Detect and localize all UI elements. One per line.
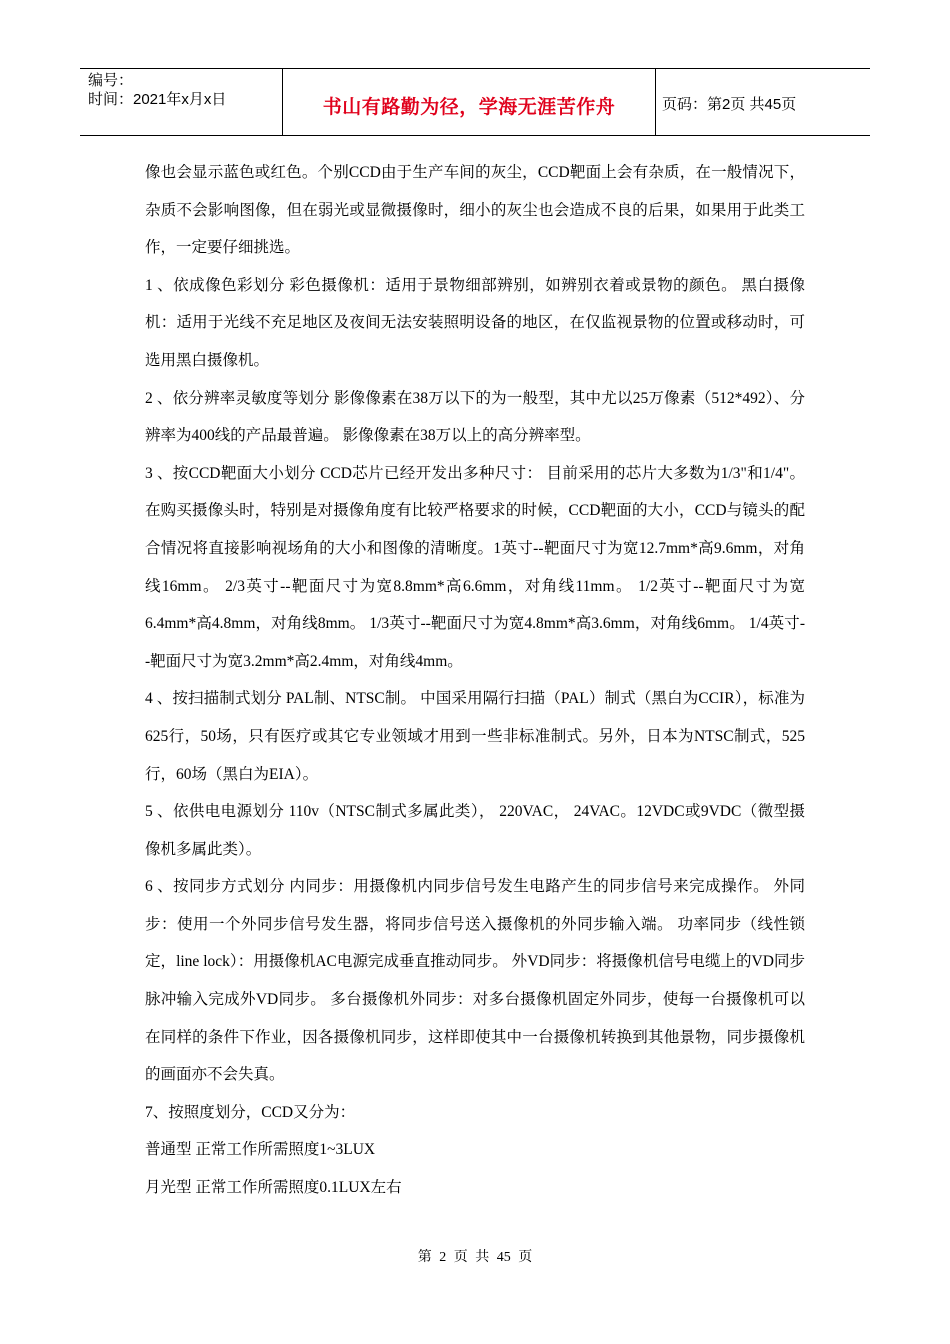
document-body xyxy=(145,154,805,1207)
page-footer: 第 2 页 共 45 页 xyxy=(417,1250,533,1265)
header-motto: 书山有路勤为径，学海无涯苦作舟 xyxy=(283,69,656,135)
page-header xyxy=(80,68,870,136)
paragraph: 1 、依成像色彩划分 彩色摄像机：适用于景物细部辨别，如辨别衣着或景物的颜色。 黑白摄像机：适用于光线不充足地区及夜间无法安装照明设备的地区，在仅监视景物的位置或移动时，可选用黑白摄像机。 xyxy=(145,276,805,369)
header-page-info: 页码：第2页 共45页 xyxy=(662,95,797,113)
time-label: 时间：2021年x月x日 xyxy=(88,91,227,108)
paragraph: 月光型 正常工作所需照度0.1LUX左右 xyxy=(145,1179,402,1197)
code-label: 编号： xyxy=(88,72,134,89)
paragraph: 4 、按扫描制式划分 PAL制、NTSC制。 中国采用隔行扫描（PAL）制式（黑白为CCIR），标准为625行，50场，只有医疗或其它专业领域才用到一些非标准制式。另外，日本为NTSC制式，525行，60场（黑白为EIA）。 xyxy=(145,690,805,783)
paragraph: 6 、按同步方式划分 内同步：用摄像机内同步信号发生电路产生的同步信号来完成操作。 外同步：使用一个外同步信号发生器，将同步信号送入摄像机的外同步输入端。 功率同步（线性锁定，line lock）：用摄像机AC电源完成垂直推动同步。 外VD同步：将摄像机信号电缆上的VD同步脉冲输入完成外VD同步。 多台摄像机外同步：对多台摄像机固定外同步，使每一台摄像机可以在同样的条件下作业，因各摄像机同步，这样即使其中一台摄像机转换到其他景物，同步摄像机的画面亦不会失真。 xyxy=(145,878,805,1084)
paragraph: 5 、依供电电源划分 110v（NTSC制式多属此类）， 220VAC， 24VAC。12VDC或9VDC（微型摄像机多属此类）。 xyxy=(145,803,805,858)
paragraph: 普通型 正常工作所需照度1~3LUX xyxy=(145,1141,376,1159)
paragraph: 2 、依分辨率灵敏度等划分 影像像素在38万以下的为一般型，其中尤以25万像素（512*492）、分辨率为400线的产品最普遍。 影像像素在38万以上的高分辨率型。 xyxy=(145,389,805,445)
paragraph: 3 、按CCD靶面大小划分 CCD芯片已经开发出多种尺寸： 目前采用的芯片大多数为1/3"和1/4"。在购买摄像头时，特别是对摄像角度有比较严格要求的时候，CCD靶面的大小，CCD与镜头的配合情况将直接影响视场角的大小和图像的清晰度。1英寸--靶面尺寸为宽12.7mm*高9.6mm，对角线16mm。 2/3英寸--靶面尺寸为宽8.8mm*高6.6mm，对角线11mm。 1/2英寸--靶面尺寸为宽6.4mm*高4.8mm，对角线8mm。 1/3英寸--靶面尺寸为宽4.8mm*高3.6mm，对角线6mm。 1/4英寸--靶面尺寸为宽3.2mm*高2.4mm，对角线4mm。 xyxy=(145,464,805,670)
paragraph: 7、按照度划分，CCD又分为： xyxy=(145,1103,356,1121)
paragraph: 像也会显示蓝色或红色。个别CCD由于生产车间的灰尘，CCD靶面上会有杂质，在一般情况下，杂质不会影响图像，但在弱光或显微摄像时，细小的灰尘也会造成不良的后果，如果用于此类工作，一定要仔细挑选。 xyxy=(145,164,805,257)
header-meta xyxy=(80,69,283,135)
